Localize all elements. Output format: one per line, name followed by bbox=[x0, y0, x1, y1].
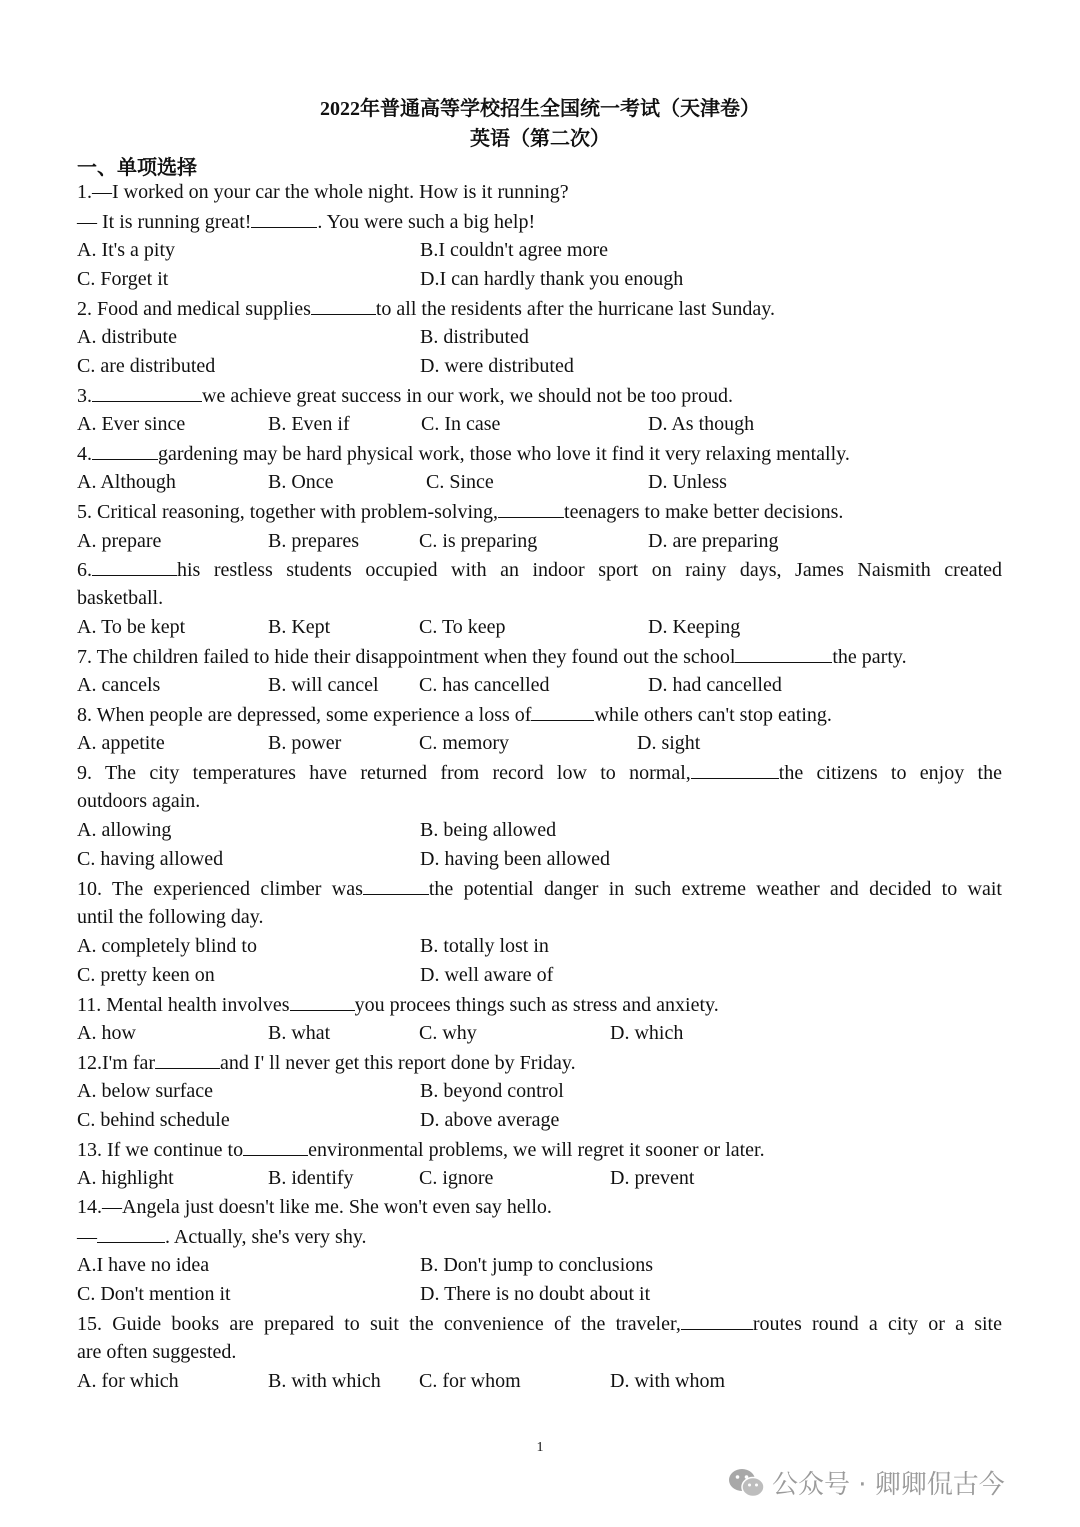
question-2-option-C: C. are distributed bbox=[77, 355, 216, 377]
question-2-option-B: B. distributed bbox=[420, 326, 529, 348]
answer-blank bbox=[155, 1050, 220, 1069]
question-2-stem-line bbox=[77, 296, 775, 321]
question-4-option-D: D. Unless bbox=[648, 471, 727, 493]
stem-text: the potential danger in such extreme weather and decided to wait bbox=[428, 878, 1002, 900]
question-3-stem-line bbox=[77, 383, 733, 408]
question-8-option-B: B. power bbox=[268, 732, 342, 754]
answer-blank bbox=[92, 441, 158, 460]
stem-text: 14.—Angela just doesn't like me. She won't even say hello. bbox=[77, 1196, 552, 1218]
answer-blank bbox=[243, 1137, 308, 1156]
question-15-option-D: D. with whom bbox=[610, 1370, 725, 1392]
watermark-text: 公众号 · 卿卿侃古今 bbox=[772, 1470, 1005, 1500]
question-14-stem-line bbox=[77, 1195, 552, 1219]
answer-blank bbox=[691, 760, 779, 779]
question-9-stem-line bbox=[77, 789, 200, 813]
question-10-option-C: C. pretty keen on bbox=[77, 964, 215, 986]
question-4-stem-line bbox=[77, 441, 850, 466]
question-6-option-B: B. Kept bbox=[268, 616, 331, 638]
page-number: 1 bbox=[536, 1440, 544, 1455]
question-5-stem-line bbox=[77, 499, 843, 524]
stem-text: and I' ll never get this report done by Friday. bbox=[220, 1052, 576, 1074]
question-8-option-C: C. memory bbox=[419, 732, 509, 754]
stem-text: 2. Food and medical supplies bbox=[77, 298, 311, 320]
answer-blank bbox=[735, 644, 832, 663]
question-13-option-B: B. identify bbox=[268, 1167, 354, 1189]
question-10-stem-line bbox=[77, 905, 263, 929]
question-5-option-C: C. is preparing bbox=[419, 530, 538, 552]
question-7-option-D: D. had cancelled bbox=[648, 674, 782, 696]
stem-text: are often suggested. bbox=[77, 1341, 237, 1363]
question-10-option-B: B. totally lost in bbox=[420, 935, 549, 957]
question-11-option-D: D. which bbox=[610, 1022, 684, 1044]
question-13-option-C: C. ignore bbox=[419, 1167, 494, 1189]
question-4-option-A: A. Although bbox=[77, 471, 176, 493]
question-3-option-D: D. As though bbox=[648, 413, 755, 435]
question-15-option-C: C. for whom bbox=[419, 1370, 521, 1392]
stem-text: 1.—I worked on your car the whole night. How is it running? bbox=[77, 181, 569, 203]
question-10-option-A: A. completely blind to bbox=[77, 935, 257, 957]
question-6-stem-line bbox=[77, 557, 1002, 582]
stem-text: 11. Mental health involves bbox=[77, 994, 290, 1016]
question-15-option-B: B. with which bbox=[268, 1370, 381, 1392]
question-15-stem-line bbox=[77, 1340, 236, 1364]
stem-text: basketball. bbox=[77, 587, 164, 609]
question-4-option-C: C. Since bbox=[426, 471, 494, 493]
stem-text: his restless students occupied with an indoor sport on rainy days, James Naismith created bbox=[177, 559, 1002, 581]
question-13-stem-line bbox=[77, 1137, 765, 1162]
question-14-option-C: C. Don't mention it bbox=[77, 1283, 231, 1305]
answer-blank bbox=[363, 876, 429, 895]
stem-text: teenagers to make better decisions. bbox=[564, 501, 844, 523]
answer-blank bbox=[92, 557, 177, 576]
stem-text: 4. bbox=[77, 443, 92, 465]
stem-text: environmental problems, we will regret it sooner or later. bbox=[308, 1139, 765, 1161]
question-1-stem-line bbox=[77, 209, 535, 234]
question-3-option-C: C. In case bbox=[421, 413, 501, 435]
stem-text: 12.I'm far bbox=[77, 1052, 156, 1074]
question-10-stem-line bbox=[77, 876, 1002, 901]
stem-text: 15. Guide books are prepared to suit the convenience of the traveler, bbox=[77, 1313, 681, 1335]
answer-blank bbox=[531, 702, 594, 721]
stem-text: . Actually, she's very shy. bbox=[165, 1226, 367, 1248]
question-5-option-D: D. are preparing bbox=[648, 530, 779, 552]
question-9-option-B: B. being allowed bbox=[420, 819, 557, 841]
watermark bbox=[728, 1464, 1005, 1501]
question-6-option-A: A. To be kept bbox=[77, 616, 186, 638]
question-11-option-C: C. why bbox=[419, 1022, 477, 1044]
question-5-option-B: B. prepares bbox=[268, 530, 360, 552]
question-7-stem-line bbox=[77, 644, 907, 669]
stem-text: 5. Critical reasoning, together with problem-solving, bbox=[77, 501, 499, 523]
question-1-option-A: A. It's a pity bbox=[77, 239, 176, 261]
question-8-option-A: A. appetite bbox=[77, 732, 165, 754]
section-heading: 一、单项选择 bbox=[77, 157, 197, 179]
stem-text: 8. When people are depressed, some experience a loss of bbox=[77, 704, 532, 726]
question-14-option-D: D. There is no doubt about it bbox=[420, 1283, 651, 1305]
question-11-option-A: A. how bbox=[77, 1022, 136, 1044]
question-10-option-D: D. well aware of bbox=[420, 964, 554, 986]
question-9-option-A: A. allowing bbox=[77, 819, 172, 841]
question-13-option-A: A. highlight bbox=[77, 1167, 174, 1189]
question-1-stem-line bbox=[77, 180, 569, 204]
question-14-option-A: A.I have no idea bbox=[77, 1254, 210, 1276]
question-12-option-C: C. behind schedule bbox=[77, 1109, 230, 1131]
answer-blank bbox=[92, 383, 202, 402]
question-3-option-B: B. Even if bbox=[268, 413, 350, 435]
stem-text: . You were such a big help! bbox=[317, 211, 536, 233]
question-8-stem-line bbox=[77, 702, 832, 727]
stem-text: outdoors again. bbox=[77, 790, 201, 812]
answer-blank bbox=[681, 1311, 753, 1330]
question-6-stem-line bbox=[77, 586, 163, 610]
question-1-option-B: B.I couldn't agree more bbox=[420, 239, 608, 261]
stem-text: the party. bbox=[832, 646, 907, 668]
question-15-option-A: A. for which bbox=[77, 1370, 179, 1392]
stem-text: 9. The city temperatures have returned from record low to normal, bbox=[77, 762, 691, 784]
question-15-stem-line bbox=[77, 1311, 1002, 1336]
question-7-option-C: C. has cancelled bbox=[419, 674, 550, 696]
answer-blank bbox=[251, 209, 317, 228]
exam-title: 2022年普通高等学校招生全国统一考试（天津卷） bbox=[320, 98, 760, 120]
stem-text: — It is running great! bbox=[77, 211, 252, 233]
question-14-stem-line bbox=[77, 1224, 367, 1249]
stem-text: we achieve great success in our work, we should not be too proud. bbox=[202, 385, 733, 407]
question-9-stem-line bbox=[77, 760, 1002, 785]
question-1-option-C: C. Forget it bbox=[77, 268, 169, 290]
exam-subtitle: 英语（第二次） bbox=[470, 128, 610, 150]
question-12-option-A: A. below surface bbox=[77, 1080, 214, 1102]
stem-text: to all the residents after the hurricane last Sunday. bbox=[375, 298, 775, 320]
question-12-option-D: D. above average bbox=[420, 1109, 560, 1131]
answer-blank bbox=[311, 296, 376, 315]
stem-text: routes round a city or a site bbox=[752, 1313, 1002, 1335]
question-13-option-D: D. prevent bbox=[610, 1167, 695, 1189]
question-14-option-B: B. Don't jump to conclusions bbox=[420, 1254, 654, 1276]
stem-text: 3. bbox=[77, 385, 92, 407]
question-7-option-B: B. will cancel bbox=[268, 674, 379, 696]
stem-text: gardening may be hard physical work, those who love it find it very relaxing mentally. bbox=[158, 443, 850, 465]
stem-text: 6. bbox=[77, 559, 92, 581]
question-9-option-C: C. having allowed bbox=[77, 848, 224, 870]
wechat-icon bbox=[728, 1467, 766, 1499]
stem-text: — bbox=[77, 1226, 97, 1248]
question-9-option-D: D. having been allowed bbox=[420, 848, 610, 870]
question-3-option-A: A. Ever since bbox=[77, 413, 186, 435]
question-4-option-B: B. Once bbox=[268, 471, 334, 493]
stem-text: until the following day. bbox=[77, 906, 264, 928]
question-7-option-A: A. cancels bbox=[77, 674, 161, 696]
stem-text: 13. If we continue to bbox=[77, 1139, 244, 1161]
question-8-option-D: D. sight bbox=[637, 732, 701, 754]
answer-blank bbox=[498, 499, 564, 518]
stem-text: the citizens to enjoy the bbox=[778, 762, 1002, 784]
answer-blank bbox=[97, 1224, 165, 1243]
question-2-option-A: A. distribute bbox=[77, 326, 177, 348]
question-5-option-A: A. prepare bbox=[77, 530, 162, 552]
question-12-option-B: B. beyond control bbox=[420, 1080, 564, 1102]
stem-text: while others can't stop eating. bbox=[594, 704, 832, 726]
stem-text: you procees things such as stress and anxiety. bbox=[354, 994, 719, 1016]
question-12-stem-line bbox=[77, 1050, 576, 1075]
question-6-option-D: D. Keeping bbox=[648, 616, 741, 638]
stem-text: 7. The children failed to hide their disappointment when they found out the school bbox=[77, 646, 736, 668]
stem-text: 10. The experienced climber was bbox=[77, 878, 363, 900]
question-11-stem-line bbox=[77, 992, 719, 1017]
answer-blank bbox=[290, 992, 355, 1011]
question-2-option-D: D. were distributed bbox=[420, 355, 574, 377]
question-11-option-B: B. what bbox=[268, 1022, 331, 1044]
question-6-option-C: C. To keep bbox=[419, 616, 506, 638]
question-1-option-D: D.I can hardly thank you enough bbox=[420, 268, 684, 290]
